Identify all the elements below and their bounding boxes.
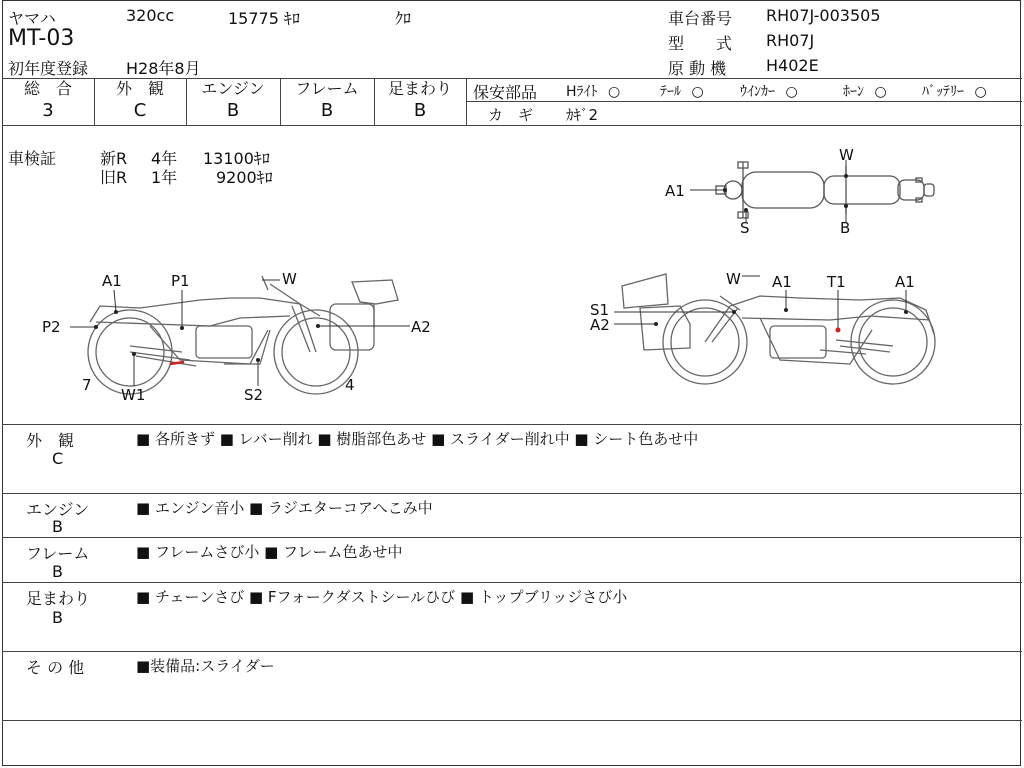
diagram-label: S [740, 219, 750, 237]
section-label: 外 観 [26, 431, 75, 450]
safety-parts-label: 保安部品 [473, 83, 538, 102]
safety-item-label: ｳｲﾝｶｰ [740, 84, 775, 100]
inspection-old-label: 旧R [100, 168, 128, 187]
diagram-label: T1 [827, 273, 846, 291]
diagram-label: A2 [411, 318, 431, 336]
safety-item-mark: ○ [974, 84, 987, 100]
section-grade: B [52, 517, 63, 536]
inspection-new-years: 4年 [151, 149, 178, 168]
diagram-label: P2 [42, 318, 61, 336]
model-name: MT-03 [8, 26, 75, 51]
section-grade: B [52, 562, 63, 581]
grade-label: フレーム [295, 79, 359, 98]
safety-item-label: ﾃｰﾙ [660, 84, 681, 100]
section-label: そ の 他 [26, 658, 85, 677]
section-label: フレーム [26, 544, 90, 563]
section-label: エンジン [26, 500, 90, 519]
grade-value: B [413, 100, 427, 121]
divider [2, 537, 1022, 538]
first-registration-label: 初年度登録 [8, 59, 89, 78]
first-registration-value: H28年8月 [126, 59, 201, 78]
divider [2, 493, 1022, 494]
diagram-label: W [282, 270, 297, 288]
grade-value: 3 [42, 100, 54, 121]
grade-label: 総 合 [23, 79, 72, 98]
safety-item-mark: ○ [785, 84, 798, 100]
diagram-label: W1 [121, 386, 146, 404]
divider [2, 424, 1022, 425]
displacement: 320cc [126, 6, 175, 25]
safety-item-mark: ○ [607, 84, 621, 100]
section-items: ■ 各所きず ■ レバー削れ ■ 樹脂部色あせ ■ スライダー削れ中 ■ シート色あせ中 [136, 430, 699, 448]
maker-name: ヤマハ [8, 9, 56, 28]
section-grade: B [52, 608, 63, 627]
type-label: 型 式 [668, 34, 733, 53]
engine-type-label: 原 動 機 [668, 59, 727, 78]
diagram-label: B [840, 219, 851, 237]
grade-label: エンジン [201, 79, 265, 98]
inspection-old-years: 1年 [151, 168, 178, 187]
section-items: ■ チェーンさび ■ Fフォークダストシールひび ■ トップブリッジさび小 [136, 588, 628, 606]
grade-value: C [133, 100, 147, 121]
key-label: カ ギ [488, 106, 534, 124]
divider [2, 582, 1022, 583]
grade-value: B [226, 100, 240, 121]
inspection-label: 車検証 [8, 149, 57, 168]
grade-value: B [320, 100, 334, 121]
diagram-label: S2 [244, 386, 264, 404]
inspection-new-label: 新R [100, 149, 128, 168]
section-items: ■ フレームさび小 ■ フレーム色あせ中 [136, 543, 403, 561]
diagram-label: W [839, 146, 854, 164]
diagram-label: W [726, 270, 741, 288]
diagram-label: A1 [665, 182, 685, 200]
grade-label: 外 観 [115, 79, 164, 98]
divider [2, 720, 1022, 721]
engine-type-value: H402E [766, 56, 819, 75]
key-value: ｶｷﾞ2 [566, 106, 599, 124]
frame-number-value: RH07J-003505 [766, 6, 881, 25]
section-grade: C [52, 449, 64, 468]
safety-item-mark: ○ [874, 84, 887, 100]
diagram-label: P1 [171, 272, 190, 290]
mileage: 15775 ｷﾛ [228, 9, 300, 28]
diagram-label: A2 [590, 316, 610, 334]
section-items: ■装備品:スライダー [136, 657, 275, 675]
diagram-label: A1 [772, 273, 792, 291]
diagram-label: A1 [102, 272, 122, 290]
section-label: 足まわり [26, 589, 91, 608]
inspection-old-km: 9200ｷﾛ [216, 168, 273, 187]
safety-item-label: ﾎｰﾝ [843, 84, 864, 100]
safety-item-label: Hﾗｲﾄ [566, 84, 598, 100]
grade-label: 足まわり [387, 79, 452, 98]
diagram-label: A1 [895, 273, 915, 291]
section-items: ■ エンジン音小 ■ ラジエターコアへこみ中 [136, 499, 433, 517]
color: ｸﾛ [395, 9, 412, 28]
divider [2, 651, 1022, 652]
safety-item-label: ﾊﾞｯﾃﾘｰ [922, 84, 964, 100]
diagram-label: 4 [345, 376, 355, 394]
diagram-label: S1 [590, 301, 610, 319]
inspection-new-km: 13100ｷﾛ [203, 149, 270, 168]
frame-number-label: 車台番号 [668, 9, 733, 28]
safety-item-mark: ○ [691, 84, 704, 100]
type-value: RH07J [766, 31, 815, 50]
diagram-label: 7 [82, 376, 92, 394]
